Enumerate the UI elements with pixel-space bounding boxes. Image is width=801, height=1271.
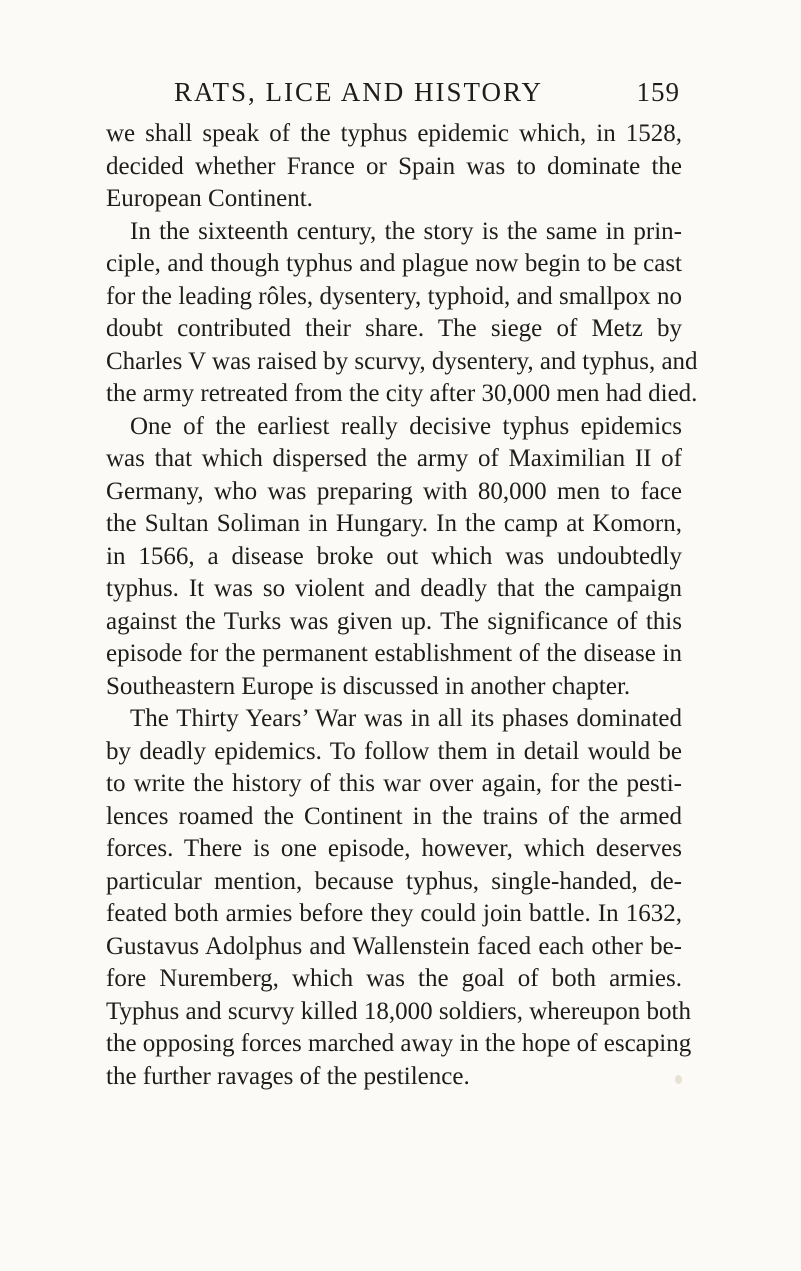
running-head xyxy=(174,72,680,112)
text-line: Gustavus Adolphus and Wallenstein faced each other be- xyxy=(106,932,682,960)
text-line: fore Nuremberg, which was the goal of both armies. xyxy=(106,965,682,992)
text-line: for the leading rôles, dysentery, typhoid, and smallpox no xyxy=(106,282,682,310)
text-line: In the sixteenth century, the story is the same in prin- xyxy=(130,217,682,245)
text-line: typhus. It was so violent and deadly that the campaign xyxy=(106,575,682,602)
text-line: we shall speak of the typhus epidemic which, in 1528, xyxy=(106,120,682,147)
text-line: The Thirty Years’ War was in all its phases dominated xyxy=(130,705,682,732)
paragraph-2 xyxy=(106,216,698,411)
text-line: forces. There is one episode, however, which deserves xyxy=(106,835,682,862)
text-line: in 1566, a disease broke out which was undoubtedly xyxy=(106,542,682,570)
text-line: episode for the permanent establishment of the disease in xyxy=(106,640,682,667)
text-line: was that which dispersed the army of Maximilian II of xyxy=(106,445,682,472)
text-line: Southeastern Europe is discussed in another chapter. xyxy=(106,672,631,700)
text-line: feated both armies before they could join battle. In 1632, xyxy=(106,900,682,927)
text-line: the further ravages of the pestilence. xyxy=(106,1062,470,1090)
text-line: Germany, who was preparing with 80,000 men to face xyxy=(106,477,682,505)
running-head-title: RATS, LICE AND HISTORY xyxy=(174,77,544,107)
paragraph-1 xyxy=(106,118,682,216)
paragraph-4 xyxy=(106,703,692,1093)
text-line: One of the earliest really decisive typhus epidemics xyxy=(130,412,682,440)
body-text xyxy=(106,118,698,1093)
text-line: Typhus and scurvy killed 18,000 soldiers, whereupon both xyxy=(106,997,691,1025)
text-line: lences roamed the Continent in the trains of the armed xyxy=(106,802,682,830)
text-line: to write the history of this war over again, for the pesti- xyxy=(106,770,682,797)
text-line: decided whether France or Spain was to dominate the xyxy=(106,152,682,180)
text-line: the Sultan Soliman in Hungary. In the camp at Komorn, xyxy=(106,510,682,537)
paper-blemish xyxy=(675,1075,682,1084)
text-line: the army retreated from the city after 30,000 men had died. xyxy=(106,380,698,407)
text-line: European Continent. xyxy=(106,185,313,212)
page-number: 159 xyxy=(636,77,680,107)
text-line: doubt contributed their share. The siege of Metz by xyxy=(106,315,682,342)
text-line: by deadly epidemics. To follow them in detail would be xyxy=(106,737,682,765)
text-line: Charles V was raised by scurvy, dysentery, and typhus, and xyxy=(106,347,698,375)
text-line: against the Turks was given up. The significance of this xyxy=(106,607,682,635)
text-line: the opposing forces marched away in the hope of escaping xyxy=(106,1030,692,1057)
paragraph-3 xyxy=(106,411,682,704)
text-line: ciple, and though typhus and plague now begin to be cast xyxy=(106,250,682,277)
text-line: particular mention, because typhus, single-handed, de- xyxy=(106,867,682,895)
